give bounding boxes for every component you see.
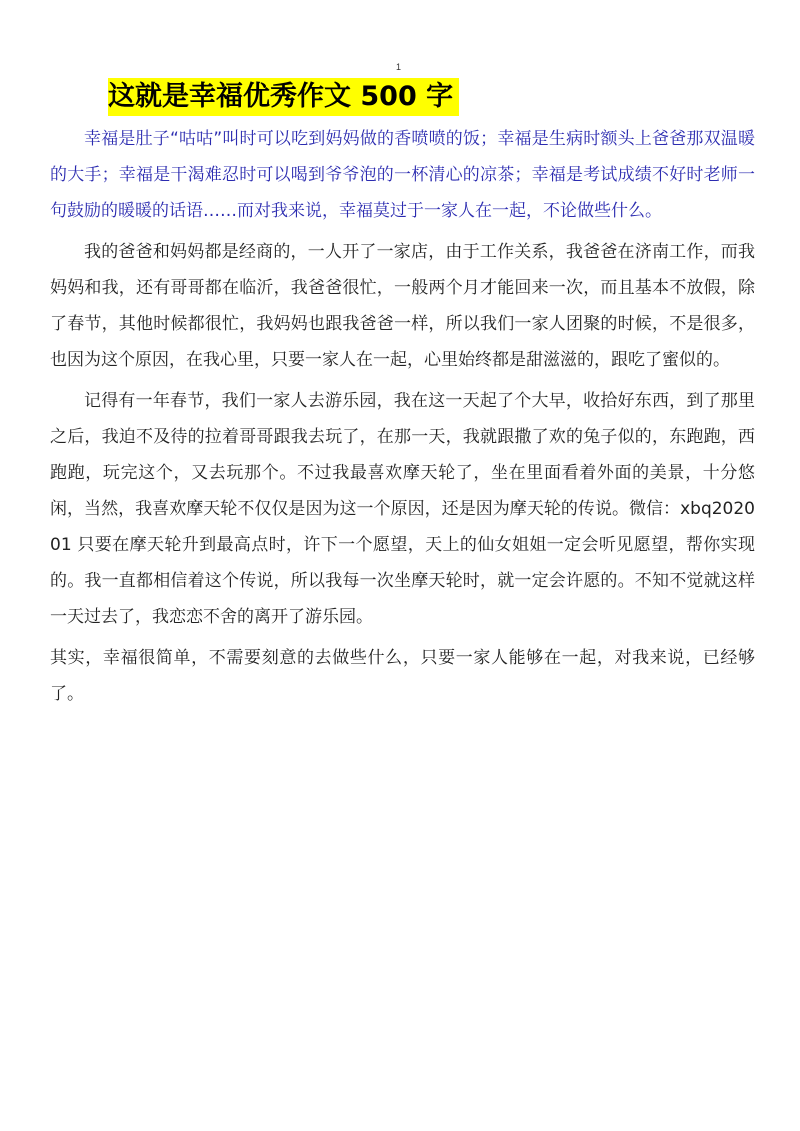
intro-paragraph: 幸福是肚子“咕咕”叫时可以吃到妈妈做的香喷喷的饭；幸福是生病时额头上爸爸那双温暖的大手；幸福是干渴难忍时可以喝到爷爷泡的一杯清心的凉茶；幸福是考试成绩不好时老师一句鼓励的暖暖的话语……而对我来说，幸福莫过于一家人在一起，不论做些什么。 bbox=[50, 129, 755, 221]
family-paragraph: 我的爸爸和妈妈都是经商的，一人开了一家店，由于工作关系，我爸爸在济南工作，而我妈妈和我，还有哥哥都在临沂，我爸爸很忙，一般两个月才能回来一次，而且基本不放假，除了春节，其他时候都很忙，我妈妈也跟我爸爸一样，所以我们一家人团聚的时候，不是很多，也因为这个原因，在我心里，只要一家人在一起，心里始终都是甜滋滋的，跟吃了蜜似的。 bbox=[50, 242, 755, 370]
amusement-park-paragraph: 记得有一年春节，我们一家人去游乐园，我在这一天起了个大早，收拾好东西，到了那里之后，我迫不及待的拉着哥哥跟我去玩了，在那一天，我就跟撒了欢的兔子似的，东跑跑，西跑跑，玩完这个，又去玩那个。不过我最喜欢摩天轮了，坐在里面看着外面的美景，十分悠闲，当然，我喜欢摩天轮不仅仅是因为这一个原因，还是因为摩天轮的传说。微信：xbq202001 只要在摩天轮升到最高点时，许下一个愿望，天上的仙女姐姐一定会听见愿望，帮你实现的。我一直都相信着这个传说，所以我每一次坐摩天轮时，就一定会许愿的。不知不觉就这样一天过去了，我恋恋不舍的离开了游乐园。 bbox=[50, 391, 755, 627]
essay-body bbox=[50, 121, 755, 712]
page-number: 1 bbox=[396, 62, 402, 72]
title-highlight bbox=[108, 78, 459, 116]
conclusion-paragraph: 其实，幸福很简单，不需要刻意的去做些什么，只要一家人能够在一起，对我来说，已经够了。 bbox=[50, 648, 755, 704]
page-title: 这就是幸福优秀作文 500 字 bbox=[108, 81, 454, 112]
